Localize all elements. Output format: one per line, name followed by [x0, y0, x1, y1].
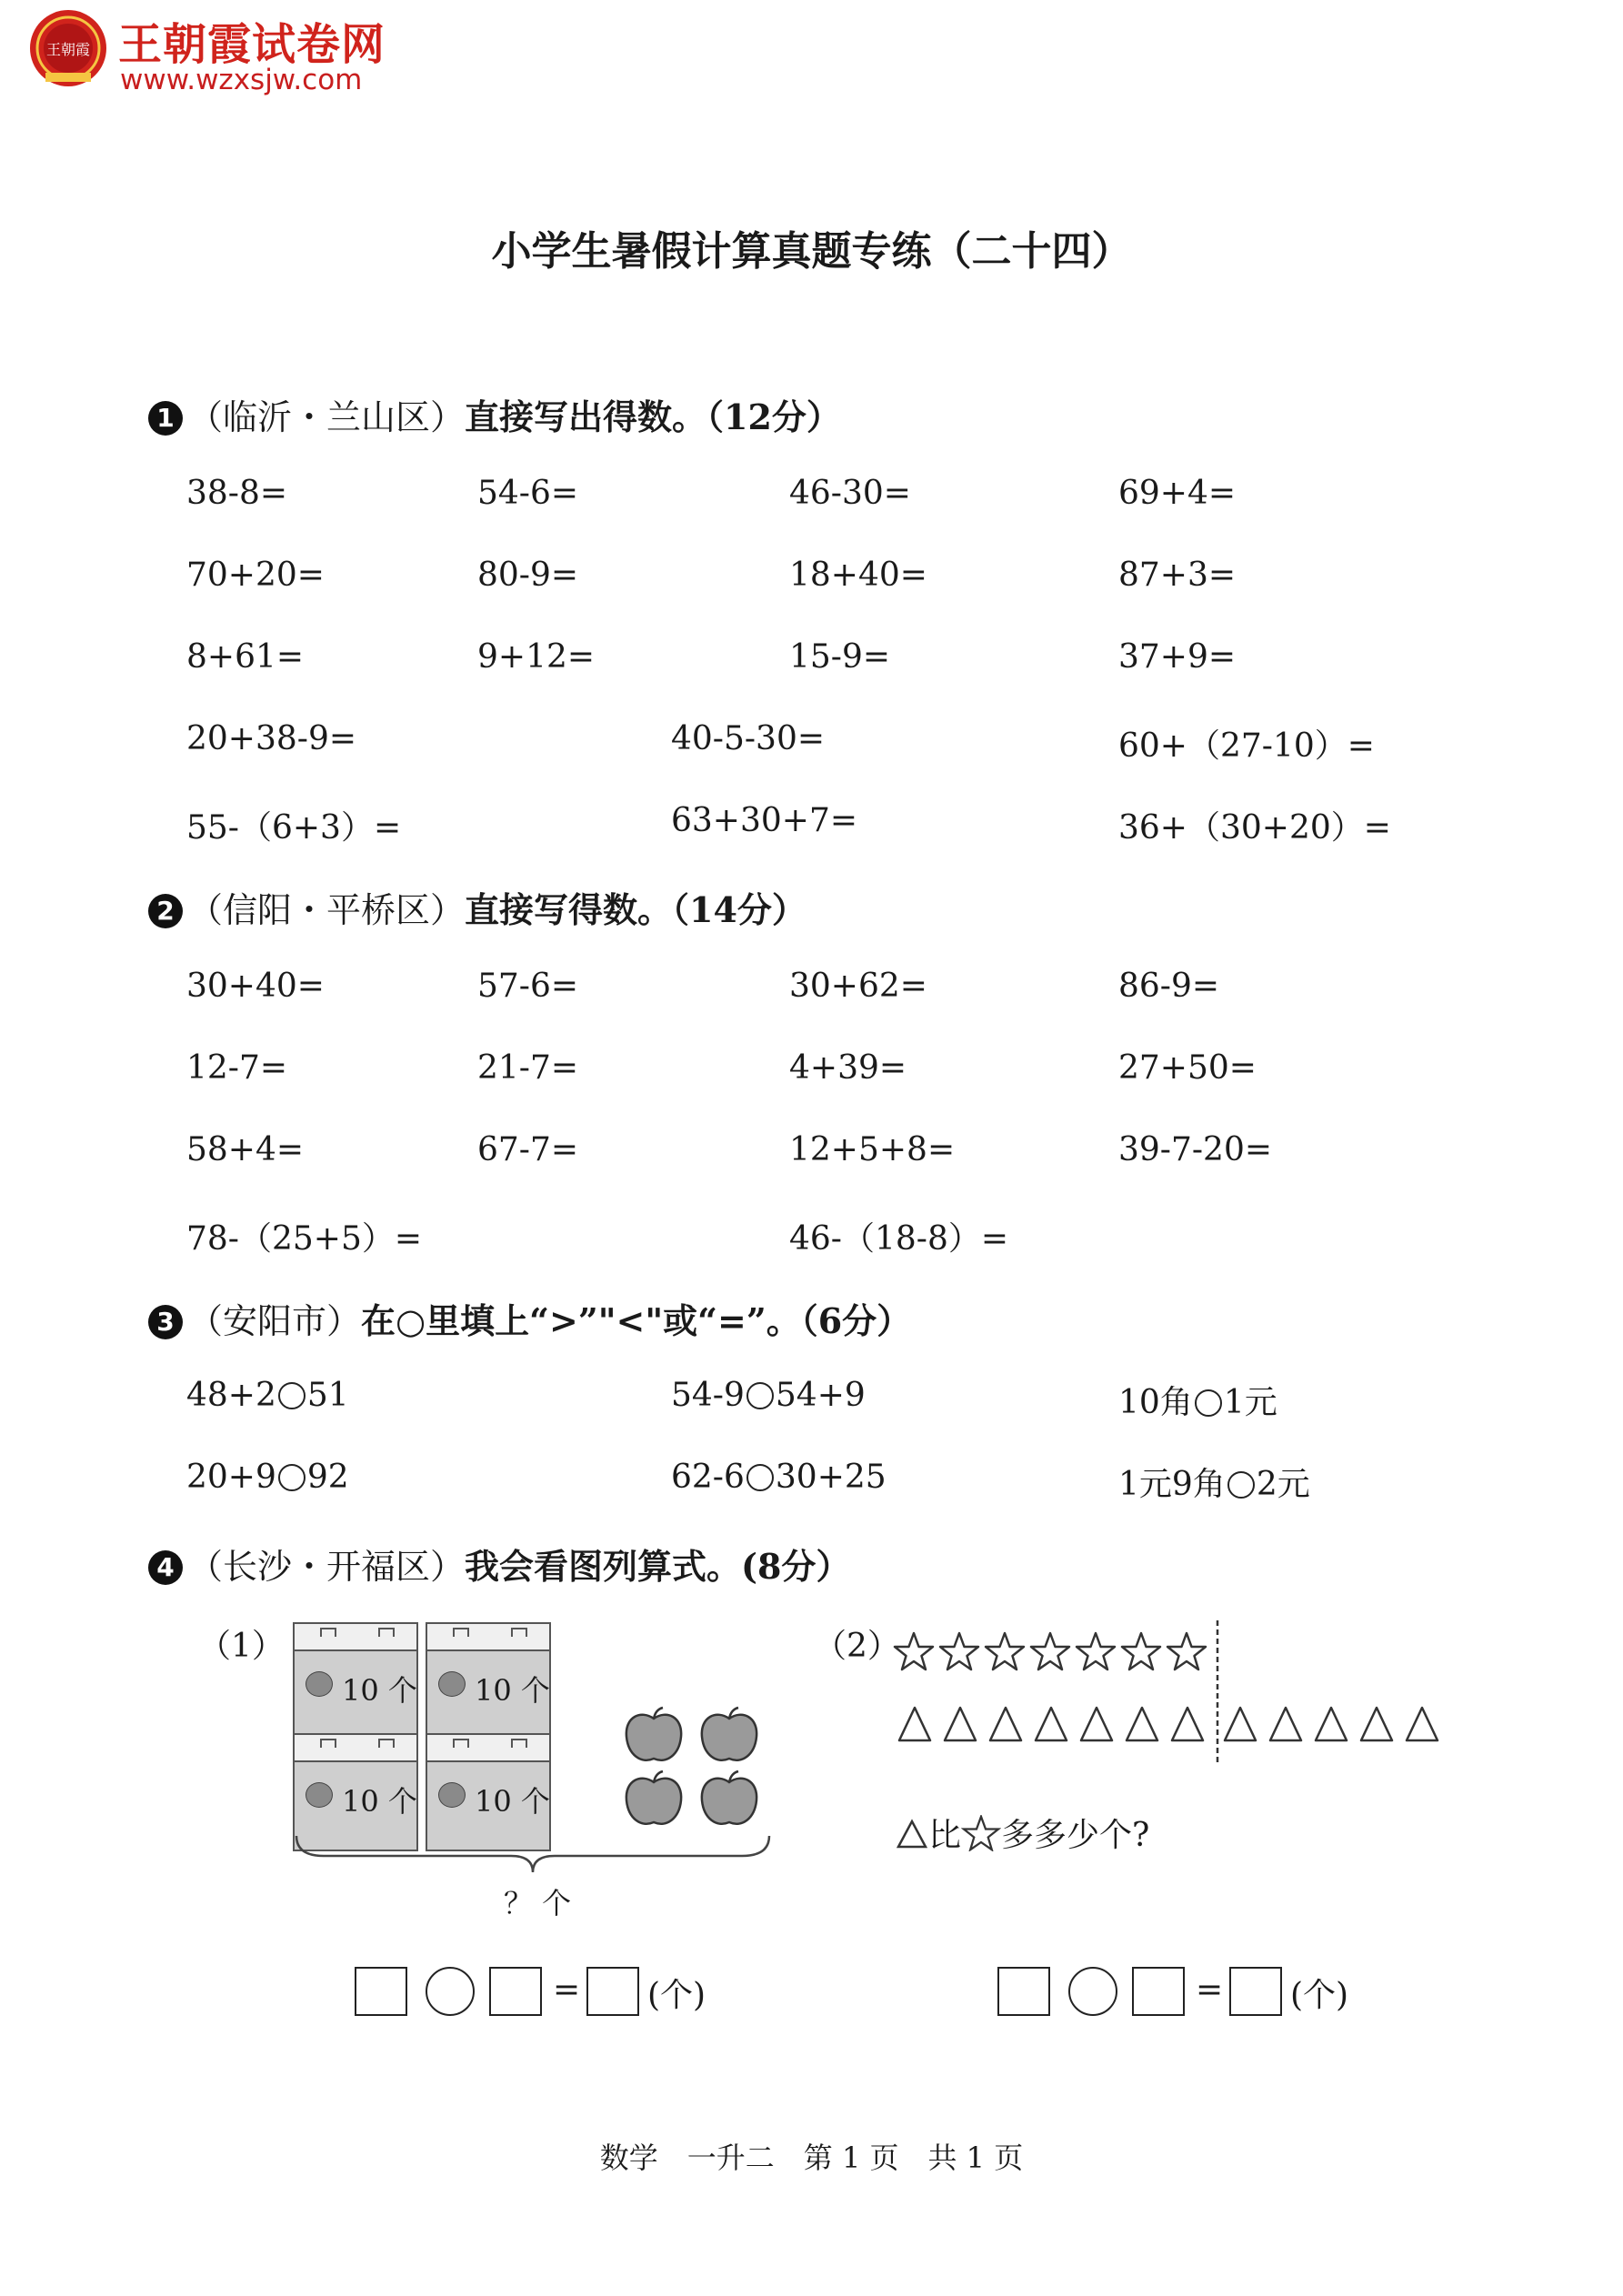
question-label: ？ 个: [504, 1886, 572, 1920]
logo-seal-text: 王朝霞: [45, 41, 91, 58]
compare-right: 30+25: [775, 1459, 887, 1496]
stars-row: [891, 1629, 1209, 1675]
section-2-task: 直接写得数。（14分）: [465, 889, 806, 930]
section-1-heading: [148, 389, 841, 439]
question-word: 比: [928, 1817, 962, 1854]
problem: 78-（25+5）=: [186, 1220, 423, 1258]
problem: 8+61=: [186, 638, 305, 676]
problem: 40-5-30=: [671, 720, 826, 757]
logo-name: 王朝霞试卷网: [118, 19, 386, 70]
answer-box[interactable]: [489, 1967, 542, 2016]
problem: 30+40=: [186, 968, 325, 1005]
box-label: 10 个: [342, 1673, 417, 1708]
compare-left: 62-6: [671, 1459, 745, 1496]
equals-sign: =: [553, 1971, 581, 2009]
problem: 86-9=: [1118, 968, 1220, 1005]
operator-circle[interactable]: [426, 1967, 475, 2016]
problem: 80-9=: [477, 556, 579, 594]
unit-label: (个): [1290, 1977, 1349, 2014]
answer-circle[interactable]: [278, 1382, 306, 1409]
section-4-source: （长沙・开福区）: [188, 1547, 466, 1587]
divider-dashed: [1215, 1620, 1220, 1766]
problem: 9+12=: [477, 638, 596, 676]
problem: 60+（27-10）=: [1118, 727, 1375, 765]
page-footer: 数学 一升二 第 1 页 共 1 页: [599, 2141, 1024, 2175]
problem: 21-7=: [477, 1049, 579, 1087]
problem: 55-（6+3）=: [186, 809, 402, 847]
apple-box: [426, 1622, 551, 1740]
apple-icon: [438, 1782, 466, 1808]
problem: 12-7=: [186, 1049, 288, 1087]
problem: 69+4=: [1118, 475, 1237, 512]
compare-left: 20+9: [186, 1459, 276, 1496]
problem: 57-6=: [477, 968, 579, 1005]
logo-seal: [27, 7, 109, 89]
answer-box[interactable]: [997, 1967, 1050, 2016]
part-1-label: （1）: [198, 1628, 285, 1665]
section-2-source: （信阳・平桥区）: [188, 890, 466, 930]
problem: 37+9=: [1118, 638, 1237, 676]
problem: 38-8=: [186, 475, 288, 512]
compare-right: 1元: [1223, 1384, 1277, 1421]
compare-right: 2元: [1256, 1466, 1310, 1503]
box-label: 10 个: [475, 1673, 550, 1708]
apple-icon: [306, 1671, 333, 1697]
operator-circle[interactable]: [1068, 1967, 1117, 2016]
triangle-icon: [896, 1819, 928, 1850]
answer-circle[interactable]: [746, 1464, 774, 1491]
answer-circle[interactable]: [1195, 1389, 1222, 1417]
compare-problem: [1118, 1459, 1310, 1505]
problem: 20+38-9=: [186, 720, 357, 757]
section-4-task: 我会看图列算式。(8分）: [465, 1546, 851, 1587]
compare-right: 51: [306, 1377, 349, 1414]
problem: 15-9=: [789, 638, 891, 676]
section-1-source: （临沂・兰山区）: [188, 397, 466, 437]
star-icon: [961, 1815, 1001, 1851]
page-title: 小学生暑假计算真题专练（二十四）: [491, 228, 1132, 275]
compare-left: 48+2: [186, 1377, 276, 1414]
answer-circle[interactable]: [746, 1382, 774, 1409]
problem: 54-6=: [477, 475, 579, 512]
section-2-heading: [148, 882, 806, 932]
section-4-heading: [148, 1539, 850, 1589]
brace-icon: [293, 1832, 773, 1874]
apple-icon: [306, 1782, 333, 1808]
section-3-source: （安阳市）: [188, 1301, 362, 1341]
compare-problem: [671, 1377, 866, 1414]
apple-box: [293, 1622, 418, 1740]
section-1-number: 1: [148, 401, 183, 436]
answer-box[interactable]: [586, 1967, 639, 2016]
problem: 30+62=: [789, 968, 927, 1005]
compare-right: 92: [306, 1459, 349, 1496]
problem: 70+20=: [186, 556, 325, 594]
apple-icon: [621, 1770, 686, 1830]
part-2-label: （2）: [814, 1628, 900, 1665]
section-3-number: 3: [148, 1305, 183, 1339]
box-label: 10 个: [342, 1784, 417, 1819]
apple-icon: [438, 1671, 466, 1697]
compare-right: 54+9: [775, 1377, 866, 1414]
compare-left: 1元9角: [1118, 1466, 1226, 1503]
compare-problem: [186, 1377, 349, 1414]
section-2-number: 2: [148, 894, 183, 928]
box-label: 10 个: [475, 1784, 550, 1819]
triangles-row: [896, 1704, 1441, 1744]
problem: 46-30=: [789, 475, 911, 512]
problem: 46-（18-8）=: [789, 1220, 1009, 1258]
logo-url: www.wzxsjw.com: [120, 64, 363, 96]
problem: 4+39=: [789, 1049, 907, 1087]
answer-box[interactable]: [1132, 1967, 1185, 2016]
problem: 58+4=: [186, 1131, 305, 1168]
compare-problem: [671, 1459, 887, 1496]
compare-left: 10角: [1118, 1384, 1193, 1421]
question-tail: 多多少个?: [1001, 1817, 1150, 1854]
problem: 67-7=: [477, 1131, 579, 1168]
compare-problem: [1118, 1377, 1277, 1423]
problem: 18+40=: [789, 556, 927, 594]
answer-box[interactable]: [355, 1967, 407, 2016]
problem: 63+30+7=: [671, 802, 858, 839]
section-4-number: 4: [148, 1550, 183, 1585]
answer-circle[interactable]: [1227, 1471, 1255, 1499]
problem: 27+50=: [1118, 1049, 1257, 1087]
apple-icon: [696, 1706, 762, 1766]
compare-problem: [186, 1459, 349, 1496]
problem: 87+3=: [1118, 556, 1237, 594]
equals-sign: =: [1196, 1971, 1224, 2009]
apple-icon: [696, 1770, 762, 1830]
answer-box[interactable]: [1229, 1967, 1282, 2016]
problem: 12+5+8=: [789, 1131, 956, 1168]
compare-left: 54-9: [671, 1377, 745, 1414]
answer-circle[interactable]: [278, 1464, 306, 1491]
section-3-task: 在○里填上“>”"<"或“=”。（6分）: [361, 1300, 912, 1341]
problem: 36+（30+20）=: [1118, 809, 1391, 847]
apple-icon: [621, 1706, 686, 1766]
section-1-task: 直接写出得数。（12分）: [465, 396, 841, 437]
section-3-heading: [148, 1293, 911, 1343]
part-2-question: [896, 1810, 1149, 1856]
problem: 39-7-20=: [1118, 1131, 1273, 1168]
unit-label: (个): [647, 1977, 706, 2014]
